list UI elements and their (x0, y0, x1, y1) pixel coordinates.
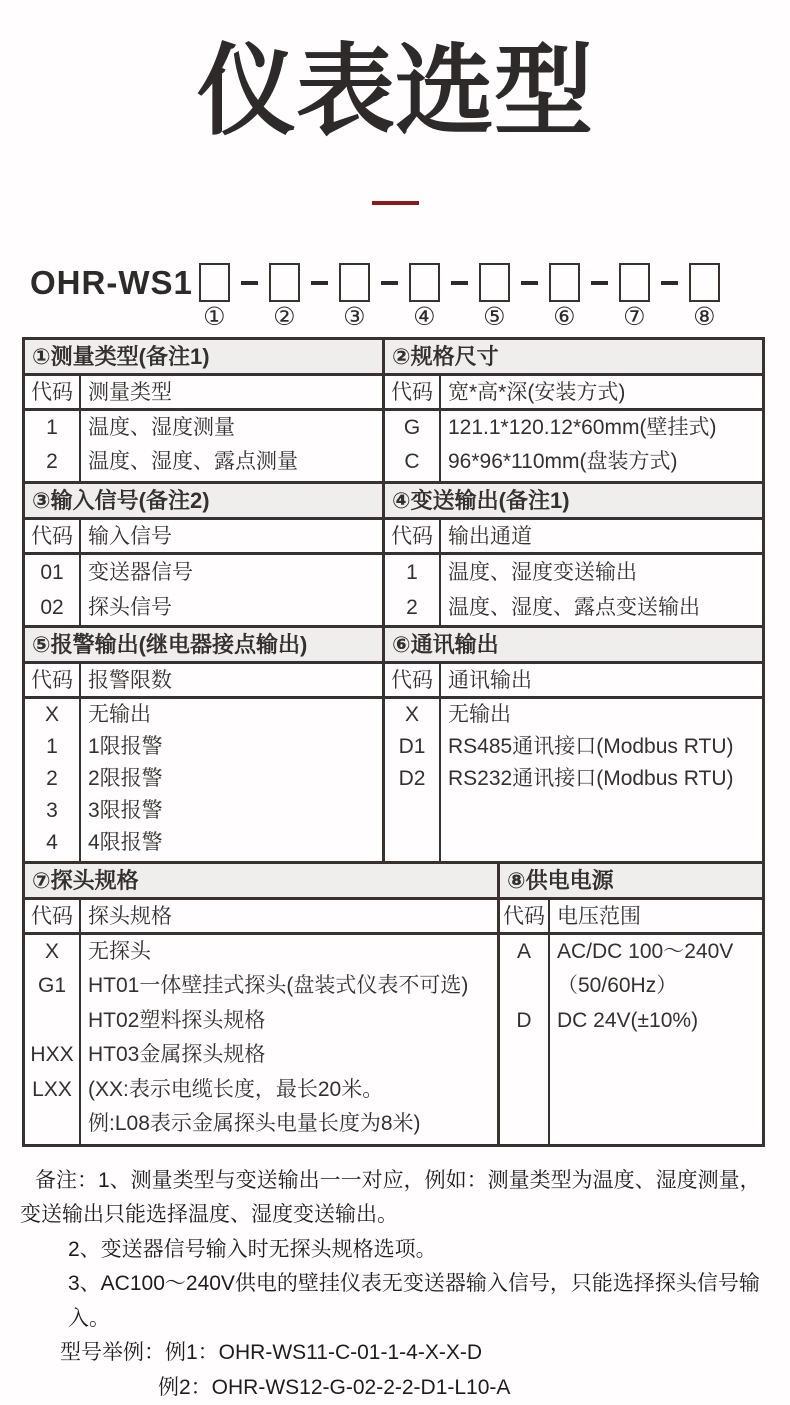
section-header: ⑧供电电源 (500, 864, 762, 900)
model-box-4 (409, 263, 440, 302)
value-cells (81, 699, 382, 861)
code-cell: X (44, 702, 59, 726)
dash-icon (521, 281, 538, 285)
value-cells (441, 411, 762, 481)
model-position-number-5: ⑤ (483, 302, 506, 331)
value-cell: 121.1*120.12*60mm(壁挂式) (448, 415, 717, 439)
code-cell (500, 969, 548, 1004)
code-cell: 2 (46, 766, 58, 790)
code-cell: LXX (32, 1077, 72, 1101)
value-cell: 3限报警 (88, 798, 163, 822)
value-cell: 探头信号 (88, 595, 172, 619)
value-cell: （50/60Hz） (557, 974, 678, 998)
code-header: 代码 (25, 664, 81, 696)
table-probe-spec (22, 861, 500, 1147)
value-cell: AC/DC 100～240V (557, 939, 734, 963)
code-cells (385, 555, 441, 625)
value-header: 测量类型 (88, 380, 172, 404)
value-cell: 4限报警 (88, 830, 163, 854)
model-slot-7 (619, 263, 650, 331)
section-header: ⑦探头规格 (25, 864, 497, 900)
code-cells (25, 935, 81, 1144)
model-slot-1 (199, 263, 230, 331)
value-cell: HT03金属探头规格 (88, 1043, 266, 1067)
dash-icon (311, 281, 328, 285)
code-cell: G (403, 415, 421, 439)
value-header: 宽*高*深(安装方式) (448, 380, 626, 404)
code-cell: 1 (46, 415, 58, 439)
section-header: ⑤报警输出(继电器接点输出) (25, 628, 382, 664)
model-box-6 (549, 263, 580, 302)
code-cell: 2 (46, 449, 58, 473)
code-cell (25, 1004, 79, 1039)
code-cell (25, 1107, 79, 1142)
value-cell: (XX:表示电缆长度，最长20米。 (88, 1077, 384, 1101)
value-cell: 2限报警 (88, 766, 163, 790)
code-cell: D2 (398, 766, 426, 790)
model-position-number-2: ② (273, 302, 296, 331)
table-alarm-output (22, 625, 385, 864)
value-cell: 1限报警 (88, 734, 163, 758)
table-size-spec (382, 337, 765, 484)
section-header: ②规格尺寸 (385, 340, 762, 376)
model-box-3 (339, 263, 370, 302)
value-cell: 温度、湿度、露点测量 (88, 449, 298, 473)
code-cells (500, 935, 550, 1144)
section-header: ③输入信号(备注2) (25, 484, 382, 520)
value-cell: HT02塑料探头规格 (88, 1008, 266, 1032)
model-slot-3 (339, 263, 370, 331)
section-header: ④变送输出(备注1) (385, 484, 762, 520)
note-line-1: 备注：1、测量类型与变送输出一一对应，例如：测量类型为温度、湿度测量，变送输出只能选择温度、湿度变送输出。 (20, 1168, 761, 1227)
value-cells (81, 555, 382, 625)
code-cells (385, 699, 441, 861)
model-position-number-1: ① (203, 302, 226, 331)
value-cells (81, 935, 497, 1144)
code-cell: 3 (46, 798, 58, 822)
code-cell: D1 (398, 734, 426, 758)
model-position-number-3: ③ (343, 302, 366, 331)
value-header: 输入信号 (88, 524, 172, 548)
code-header: 代码 (385, 664, 441, 696)
model-position-number-7: ⑦ (623, 302, 646, 331)
table-comm-output (382, 625, 765, 864)
code-cell: 1 (46, 734, 58, 758)
value-cell: 变送器信号 (88, 560, 193, 584)
value-cell: 温度、湿度变送输出 (448, 560, 637, 584)
selection-sheet-page (0, 35, 790, 1399)
section-header: ⑥通讯输出 (385, 628, 762, 664)
value-header: 通讯输出 (448, 668, 532, 692)
value-cell: RS232通讯接口(Modbus RTU) (448, 766, 734, 790)
code-header: 代码 (385, 520, 441, 552)
code-cell: G1 (37, 974, 66, 998)
value-cell: 温度、湿度、露点变送输出 (448, 595, 700, 619)
code-header: 代码 (25, 900, 81, 932)
code-cells (25, 411, 81, 481)
code-cells (25, 699, 81, 861)
table-input-signal (22, 481, 385, 628)
value-cell: DC 24V(±10%) (557, 1008, 699, 1032)
code-cell: C (404, 449, 420, 473)
selection-tables (22, 337, 765, 1147)
model-example-2: 例2：OHR-WS12-G-02-2-2-D1-L10-A (158, 1375, 511, 1399)
code-cell: HXX (30, 1043, 74, 1067)
model-box-1 (199, 263, 230, 302)
value-cell: 96*96*110mm(盘装方式) (448, 449, 678, 473)
model-box-2 (269, 263, 300, 302)
value-cell: 无输出 (448, 702, 511, 726)
table-band-1 (22, 337, 765, 484)
code-header: 代码 (25, 376, 81, 408)
dash-icon (451, 281, 468, 285)
model-slot-4 (409, 263, 440, 331)
value-cells (441, 699, 762, 861)
model-slot-5 (479, 263, 510, 331)
value-cells (81, 411, 382, 481)
dash-icon (661, 281, 678, 285)
value-cell: 温度、湿度测量 (88, 415, 235, 439)
model-box-8 (689, 263, 720, 302)
value-header: 报警限数 (88, 668, 172, 692)
value-cells (441, 555, 762, 625)
note-line-3: 3、AC100～240V供电的壁挂仪表无变送器输入信号，只能选择探头信号输入。 (68, 1272, 760, 1330)
model-position-number-8: ⑧ (693, 302, 716, 331)
code-cell: 2 (406, 595, 418, 619)
value-header: 输出通道 (448, 524, 532, 548)
table-power-supply (497, 861, 765, 1147)
code-cell: 01 (40, 560, 64, 584)
section-header: ①测量类型(备注1) (25, 340, 382, 376)
page-title: 仪表选型 (197, 35, 593, 146)
table-transmit-output (382, 481, 765, 628)
code-cell: A (516, 939, 531, 963)
code-header: 代码 (500, 900, 550, 932)
code-cell: X (404, 702, 419, 726)
dash-icon (591, 281, 608, 285)
model-prefix: OHR-WS1 (30, 263, 193, 301)
model-slot-8 (689, 263, 720, 331)
note-line-2: 2、变送器信号输入时无探头规格选项。 (68, 1237, 437, 1261)
model-box-7 (619, 263, 650, 302)
value-header: 探头规格 (88, 904, 172, 928)
value-header: 电压范围 (557, 904, 641, 928)
code-header: 代码 (25, 520, 81, 552)
code-cells (385, 411, 441, 481)
value-cell: 无探头 (88, 939, 151, 963)
table-band-2 (22, 481, 765, 628)
table-band-3 (22, 625, 765, 864)
code-cell: D (516, 1008, 532, 1032)
model-slot-6 (549, 263, 580, 331)
value-cell: 例:L08表示金属探头电量长度为8米) (88, 1112, 421, 1136)
model-box-5 (479, 263, 510, 302)
code-cell: 1 (406, 560, 418, 584)
notes-section (20, 1164, 776, 1405)
model-example-1: 型号举例：例1：OHR-WS11-C-01-1-4-X-X-D (60, 1341, 482, 1365)
model-position-number-6: ⑥ (553, 302, 576, 331)
code-cells (25, 555, 81, 625)
title-underline-accent (372, 201, 419, 205)
code-cell: 02 (40, 595, 64, 619)
value-cell: HT01一体壁挂式探头(盘装式仪表不可选) (88, 974, 469, 998)
code-header: 代码 (385, 376, 441, 408)
model-position-number-4: ④ (413, 302, 436, 331)
table-band-4 (22, 861, 765, 1147)
code-cell: X (44, 939, 59, 963)
code-cell: 4 (46, 830, 58, 854)
value-cell: RS485通讯接口(Modbus RTU) (448, 734, 734, 758)
dash-icon (381, 281, 398, 285)
model-code-row (30, 263, 790, 331)
table-measure-type (22, 337, 385, 484)
model-slot-2 (269, 263, 300, 331)
dash-icon (241, 281, 258, 285)
value-cells (550, 935, 762, 1144)
value-cell: 无输出 (88, 702, 151, 726)
